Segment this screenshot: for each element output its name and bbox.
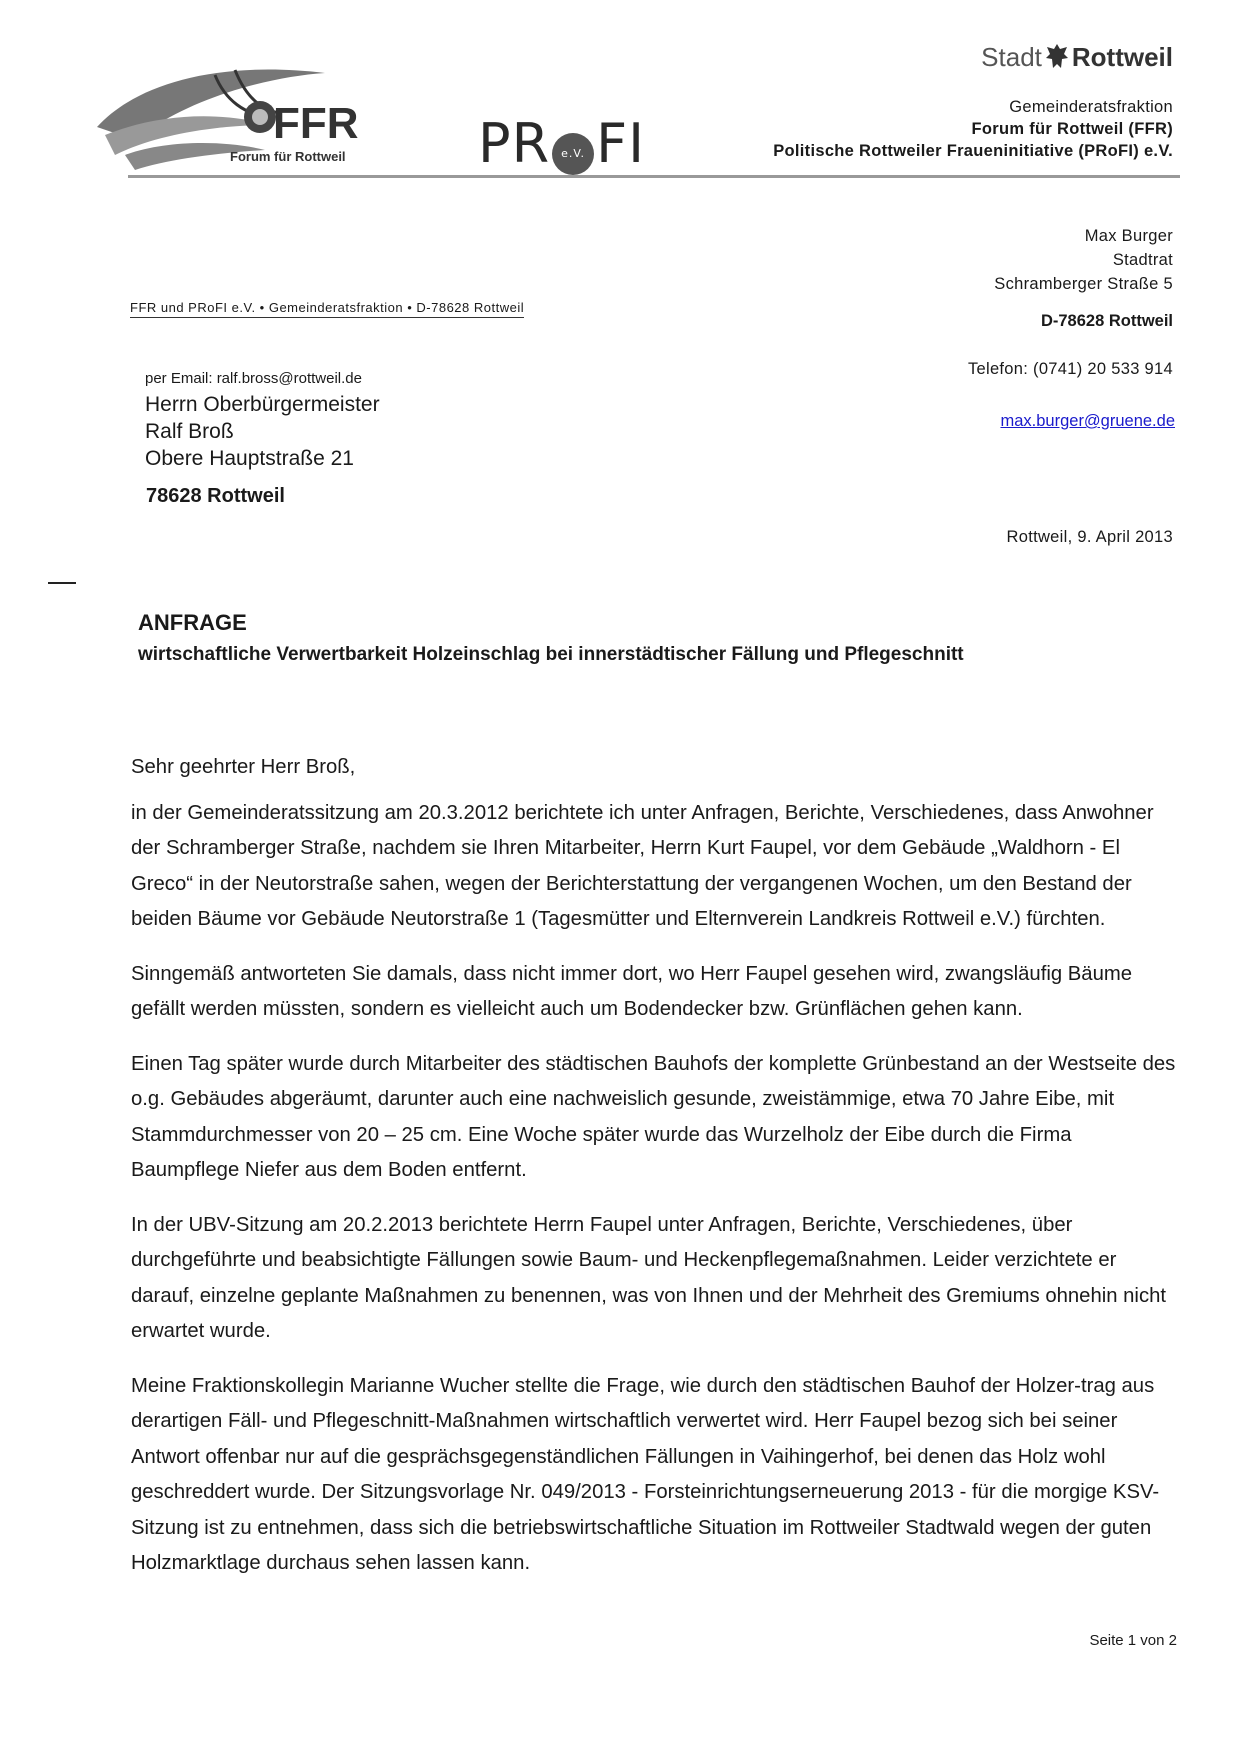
fold-mark xyxy=(48,582,76,584)
return-address: FFR und PRoFI e.V. • Gemeinderatsfraktion • D-78628 Rottweil xyxy=(130,300,524,318)
stadt-logo-city: Rottweil xyxy=(1071,42,1173,72)
sender-phone: Telefon: (0741) 20 533 914 xyxy=(967,360,1173,378)
profi-logo-left: PR xyxy=(478,112,551,175)
recipient-street: Obere Hauptstraße 21 xyxy=(145,447,354,470)
ffr-logo-abbrev: FFR xyxy=(273,99,359,148)
sender-block xyxy=(994,224,1173,296)
recipient-block xyxy=(145,370,380,472)
fraction-line-3: Politische Rottweiler Fraueninitiative (PRoFI) e.V. xyxy=(773,142,1173,160)
fraction-block xyxy=(773,96,1173,162)
recipient-title: Herrn Oberbürgermeister xyxy=(145,393,380,416)
stadt-rottweil-logo xyxy=(981,42,1173,73)
recipient-name: Ralf Broß xyxy=(145,420,234,443)
recipient-email-line: per Email: ralf.bross@rottweil.de xyxy=(145,370,362,387)
sender-name: Max Burger xyxy=(1084,227,1173,245)
header-divider xyxy=(128,175,1180,178)
recipient-city: 78628 Rottweil xyxy=(146,485,285,507)
fraction-line-2: Forum für Rottweil (FFR) xyxy=(971,120,1173,138)
body-paragraph-4: In der UBV-Sitzung am 20.2.2013 berichtete Herrn Faupel unter Anfragen, Berichte, Verschiedenes, über durchgeführte und beabsichtigte Fällungen sowie Baum- und Heckenpflegemaßnahmen. Leider verzichtete er darauf, einzelne geplante Maßnahmen zu benennen, was von Ihnen und der Mehrheit des Gremiums ohnehin nicht erwartet wurde. xyxy=(131,1213,1166,1342)
page-number: Seite 1 von 2 xyxy=(1089,1632,1177,1649)
letter-date: Rottweil, 9. April 2013 xyxy=(1006,528,1173,546)
profi-logo xyxy=(478,112,645,175)
ffr-logo xyxy=(95,55,395,175)
sender-role: Stadtrat xyxy=(1112,251,1173,269)
sender-email-link[interactable]: max.burger@gruene.de xyxy=(1000,412,1175,430)
sender-city: D-78628 Rottweil xyxy=(1040,312,1173,330)
eagle-crest-icon xyxy=(1045,42,1069,70)
body-paragraph-5: Meine Fraktionskollegin Marianne Wucher stellte die Frage, wie durch den städtischen Bauhof der Holzer-trag aus derartigen Fäll- und Pflegeschnitt-Maßnahmen wirtschaftlich verwertet wird. Herr Faupel bezog sich bei seiner Antwort offenbar nur auf die gesprächsgegenständlichen Fällungen in Vaihingerhof, bei denen das Holz wohl geschreddert wurde. Der Sitzungsvorlage Nr. 049/2013 - Forsteinrichtungserneuerung 2013 - für die morgige KSV-Sitzung ist zu entnehmen, dass sich die betriebswirtschaftliche Situation im Rottweiler Stadtwald wegen der guten Holzmarktlage durchaus sehen lassen kann. xyxy=(131,1374,1160,1574)
profi-logo-badge: e.V. xyxy=(552,133,594,175)
fraction-line-1: Gemeinderatsfraktion xyxy=(1009,98,1173,116)
sender-street: Schramberger Straße 5 xyxy=(994,275,1173,293)
body-paragraph-2: Sinngemäß antworteten Sie damals, dass nicht immer dort, wo Herr Faupel gesehen wird, zwangsläufig Bäume gefällt werden müssten, sondern es vielleicht auch um Bodendecker bzw. Grünflächen gehen kann. xyxy=(131,962,1133,1020)
salutation: Sehr geehrter Herr Broß, xyxy=(131,756,356,778)
body-paragraph-3: Einen Tag später wurde durch Mitarbeiter des städtischen Bauhofs der komplette Grünbestand an der Westseite des o.g. Gebäudes abgeräumt, darunter auch eine nachweislich gesunde, zweistämmige, etwa 70 Jahre Eibe, mit Stammdurchmesser von 20 – 25 cm. Eine Woche später wurde das Wurzelholz der Eibe durch die Firma Baumpflege Niefer aus dem Boden entfernt. xyxy=(131,1052,1176,1181)
body-paragraph-1: in der Gemeinderatssitzung am 20.3.2012 berichtete ich unter Anfragen, Berichte, Verschiedenes, dass Anwohner der Schramberger Straße, nachdem sie Ihren Mitarbeiter, Herrn Kurt Faupel, vor dem Gebäude „Waldhorn - El Greco“ in der Neutorstraße sahen, wegen der Berichterstattung der vergangenen Wochen, um den Bestand der beiden Bäume vor Gebäude Neutorstraße 1 (Tagesmütter und Elternverein Landkreis Rottweil e.V.) fürchten. xyxy=(131,801,1154,930)
profi-logo-right: FI xyxy=(596,112,646,175)
letter-body xyxy=(131,750,1179,1601)
ffr-logo-subtitle: Forum für Rottweil xyxy=(230,149,346,164)
stadt-logo-word: Stadt xyxy=(981,42,1042,72)
subject-title: ANFRAGE xyxy=(138,610,247,635)
subject-text: wirtschaftliche Verwertbarkeit Holzeinschlag bei innerstädtischer Fällung und Pflegeschnitt xyxy=(138,644,964,665)
